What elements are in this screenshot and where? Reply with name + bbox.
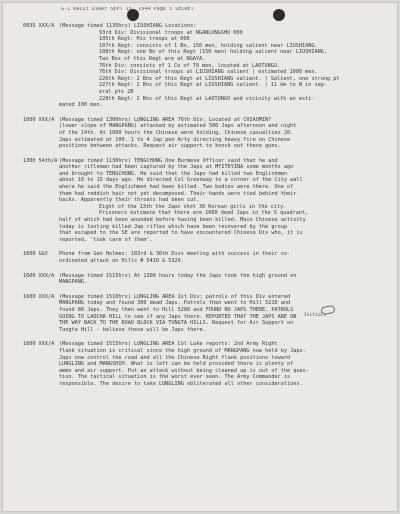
diary-entry bbox=[23, 117, 393, 150]
entry-line: 227th Regt: 2 Bns of this Regt at LIUSHIANG salient. ) 11 km to W in sep- bbox=[99, 82, 327, 89]
entry-time: 1600 XXX/A bbox=[23, 341, 55, 348]
entry-line: 228th Regt: 2 Bns of this Regt at LAOTUNGO and vicinity with an esti- bbox=[99, 95, 315, 102]
entry-time: 0935 XXX/A bbox=[23, 23, 55, 29]
diary-entry bbox=[23, 251, 393, 264]
entry-body bbox=[59, 341, 393, 387]
entry-body bbox=[59, 158, 393, 244]
entry-line: eral pts 2B bbox=[99, 88, 134, 95]
entry-line: 108th Regt: one Bn of this Regt (150 men) holding salient near LIUSHIANG. bbox=[99, 49, 327, 56]
entry-line: (Message timed 1300hrs) LUNGLING AREA 76th Div: Located at CHIAOMIN? bbox=[59, 116, 272, 123]
entry-line: GOING TO LAOCHA HILL to see if any Japs there. REPORTED THAT THE JAPS ARE ON bbox=[59, 313, 297, 320]
diary-entry bbox=[23, 23, 393, 109]
diary-entry bbox=[23, 273, 393, 286]
entry-line: them had reddish hair not yet decomposed. Their hands were tied behind their bbox=[59, 190, 297, 197]
entry-body bbox=[59, 251, 393, 264]
entry-line: 76th Div: consists of 1 Co of 70 men, located at LAOTUNGO. bbox=[99, 62, 281, 69]
entry-line: Two Bns of this Regt are at NGAYA. bbox=[99, 55, 206, 62]
entry-time: 1000 XXX/A bbox=[23, 116, 55, 123]
entry-time: 1600 XXX/A bbox=[23, 272, 55, 279]
entry-time: 1600 XXX/A bbox=[23, 293, 55, 300]
diary-entry bbox=[23, 158, 393, 244]
entry-line: Phone from Gen Holmes: 103rd & 36th Divs meeting with success in their co- bbox=[59, 251, 291, 258]
entry-body bbox=[59, 23, 393, 109]
entry-line: and brought to TENGCHUNG. He said that the Japs had killed two Englishmen bbox=[59, 170, 287, 177]
entry-line: another rifleman had been captured by the Japs at MYITKYINA some months ago bbox=[59, 164, 294, 171]
entry-line: mated 100 men. bbox=[59, 102, 103, 109]
entry-line: 226th Regt: 2 Bns of this Regt at LIUSHIANG salient. ) Salient, one strong pt bbox=[99, 75, 340, 82]
entry-body bbox=[59, 273, 393, 286]
page-header: G-1 DAILY DIARY SEPT 15, 1944 Page 5 SECRET bbox=[61, 7, 194, 12]
diary-entry bbox=[23, 341, 393, 387]
entry-line: Japs estimated at 100. 1 to 4 Jap pen Arty directing heavy fire on Chinese bbox=[59, 136, 291, 143]
entry-line: that escaped to the SE are reported to have encountered Chinese Div who, it is bbox=[59, 230, 303, 237]
entry-line: 93rd Div: Divisional troops at NGANLUNGSHU 000 bbox=[99, 29, 243, 36]
entry-line: ordinated attack on Hills # 5410 & 5320. bbox=[59, 258, 184, 264]
entry-line: half of which had been wounded before having been killed. Main Chinese activity bbox=[59, 217, 306, 224]
diary-entry bbox=[23, 294, 393, 334]
entry-line: (Message timed 1515hrs) LUNGLING AREA Col Luke reports: 2nd Army Right bbox=[59, 341, 278, 348]
document-page bbox=[2, 2, 398, 512]
entry-line: (Message timed 1515hrs) At 1300 hours today the Japs took the high ground on bbox=[59, 272, 297, 279]
entry-line: backs. Apparently their throats had been cut. bbox=[59, 197, 200, 204]
entry-line: where he said the Englishmen had been killed. Two bodies were there. One of bbox=[59, 184, 294, 191]
entry-line: LUNGLING and MANGSHIH. What is left can be held provided there is plenty of bbox=[59, 361, 294, 368]
entry-line: (Message timed 1130hrs) TENGCHUNG One Burmese Officer said that he and bbox=[59, 157, 278, 164]
entry-line: of the 14th. At 1000 hours the Chinese were holding. Chinese casualties 20. bbox=[59, 129, 294, 136]
entry-body bbox=[59, 294, 393, 334]
entry-line: positions between attacks. Request air support to knock out these guns. bbox=[59, 143, 281, 150]
signature-initials: Initials bbox=[304, 313, 327, 318]
entry-line: (lower slope of MANGPANG) attacked by estimated 500 Japs afternoon and night bbox=[59, 123, 297, 130]
entry-line: flank situation is critical since the high ground of MANGPANG now held by Japs. bbox=[59, 347, 306, 354]
entry-line: reported, 'took care of them'. bbox=[59, 236, 153, 243]
entry-line: MANGPANG today and found 300 dead Japs. Patrols then went to Hill 5210 and bbox=[59, 300, 291, 307]
entry-time: 1600 G&Y bbox=[23, 251, 48, 258]
entry-time: 1300 54th/A bbox=[23, 157, 58, 164]
entry-line: 76th Div: Divisional troops at LIUSHIANG salient ) estimated 1000 men. bbox=[99, 69, 318, 76]
entry-line: (Message timed 1510hrs) LUNGLING AREA 1st Div: patrols of this Div entered bbox=[59, 293, 291, 300]
entry-line: found 80 Japs. They then went to Hill 5280 and FOUND NO JAPS THERE. PATROLS bbox=[59, 306, 294, 313]
entry-line: Tungta Hill - believe these will be Japs there. bbox=[59, 326, 206, 333]
entry-line: about 10 to 15 days ago. He directed Col Greenway to a corner of the City wall bbox=[59, 177, 303, 184]
entry-line: Eight of the 13th the Japs shot 30 Korean girls in the city. bbox=[99, 203, 287, 210]
entry-line: MANGPANG. bbox=[59, 279, 88, 286]
entry-body bbox=[59, 117, 393, 150]
entry-line: ammo and air support. Put an attack without being cleaned up is out of the ques- bbox=[59, 367, 309, 374]
entry-line: Prisoners estimate that there are 1000 dead Japs in the S quadrant, bbox=[99, 210, 309, 217]
entry-line: (Message timed 1135hrs) LIUSHIANG Locations: bbox=[59, 23, 197, 29]
entry-line: 107th Regt: consists of 1 Bn, 150 men, holding salient near LIUSHIANG. bbox=[99, 42, 318, 49]
entry-line: THE WAY BACK TO THE ROAD BLOCK VIA TUNGTA HILLS. Request for Air Support on bbox=[59, 320, 294, 327]
entry-line: 105th Regt: His troops at 000 bbox=[99, 36, 190, 43]
entry-line: tion. The tactical situation is the worst ever seen. The Army Commander is bbox=[59, 374, 291, 381]
entry-line: today is looting killed Jap rifles which have been recovered by the group bbox=[59, 223, 287, 230]
entry-line: Japs now control the road and all the Chinese Right flank positions toward bbox=[59, 354, 291, 361]
diary-entries bbox=[23, 23, 393, 396]
entry-line: responsible. The desire to take LUNGLING obliterated all other considerations. bbox=[59, 380, 303, 387]
